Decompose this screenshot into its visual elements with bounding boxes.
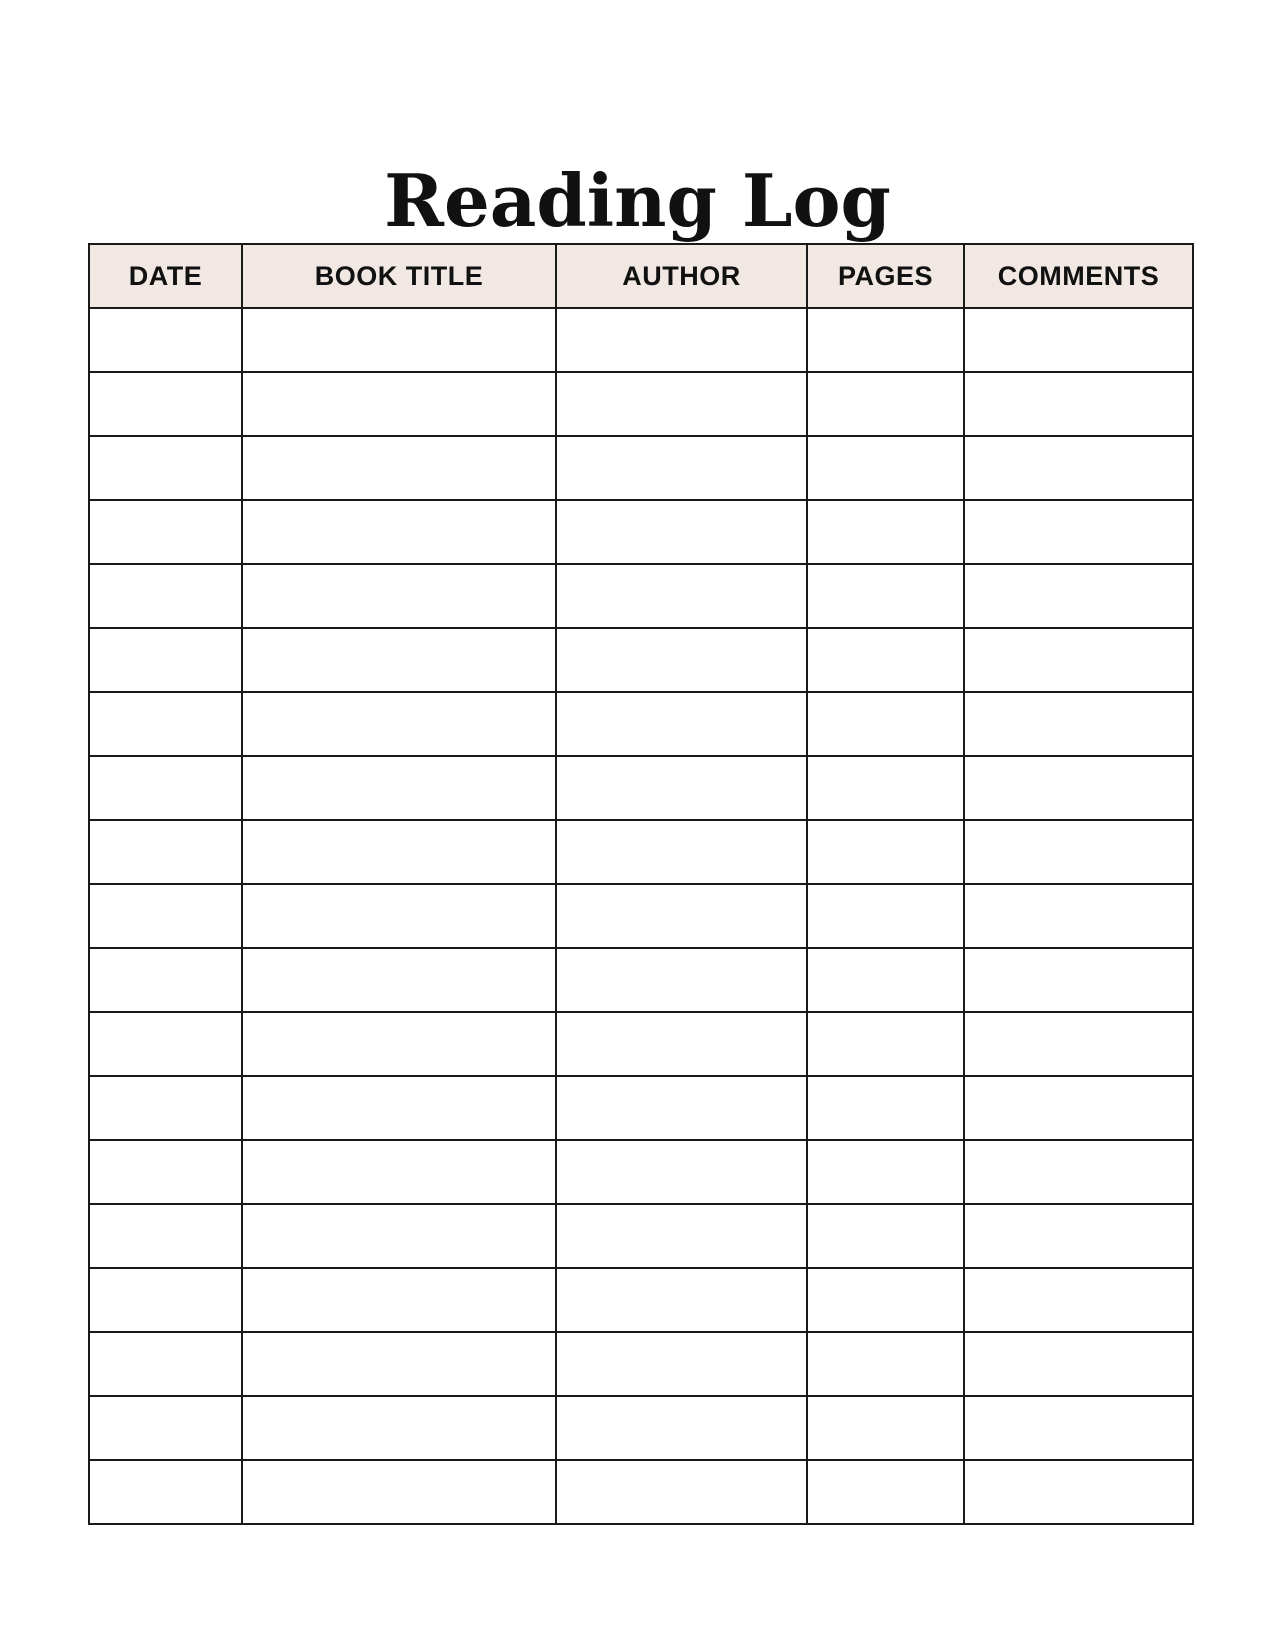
pages-cell[interactable]: [807, 692, 964, 756]
pages-cell[interactable]: [807, 884, 964, 948]
author-cell[interactable]: [556, 372, 807, 436]
pages-cell[interactable]: [807, 1460, 964, 1524]
book-title-cell[interactable]: [242, 820, 556, 884]
table-body: [89, 308, 1193, 1524]
page-title: Reading Log: [384, 158, 891, 244]
column-header-pages: PAGES: [807, 244, 964, 308]
table-row: [89, 756, 1193, 820]
author-cell[interactable]: [556, 1204, 807, 1268]
author-cell[interactable]: [556, 628, 807, 692]
header-row: [89, 244, 1193, 308]
book-title-cell[interactable]: [242, 692, 556, 756]
comments-cell[interactable]: [964, 1268, 1193, 1332]
table-row: [89, 436, 1193, 500]
date-cell[interactable]: [89, 372, 242, 436]
book-title-cell[interactable]: [242, 564, 556, 628]
date-cell[interactable]: [89, 308, 242, 372]
date-cell[interactable]: [89, 1268, 242, 1332]
author-cell[interactable]: [556, 756, 807, 820]
book-title-cell[interactable]: [242, 1396, 556, 1460]
table-row: [89, 1396, 1193, 1460]
date-cell[interactable]: [89, 1204, 242, 1268]
book-title-cell[interactable]: [242, 1332, 556, 1396]
comments-cell[interactable]: [964, 308, 1193, 372]
book-title-cell[interactable]: [242, 1012, 556, 1076]
book-title-cell[interactable]: [242, 372, 556, 436]
column-header-comments: COMMENTS: [964, 244, 1193, 308]
table-row: [89, 628, 1193, 692]
comments-cell[interactable]: [964, 1012, 1193, 1076]
author-cell[interactable]: [556, 436, 807, 500]
date-cell[interactable]: [89, 1076, 242, 1140]
author-cell[interactable]: [556, 308, 807, 372]
table-row: [89, 1012, 1193, 1076]
author-cell[interactable]: [556, 692, 807, 756]
pages-cell[interactable]: [807, 1268, 964, 1332]
pages-cell[interactable]: [807, 1012, 964, 1076]
pages-cell[interactable]: [807, 628, 964, 692]
pages-cell[interactable]: [807, 372, 964, 436]
date-cell[interactable]: [89, 564, 242, 628]
date-cell[interactable]: [89, 1012, 242, 1076]
date-cell[interactable]: [89, 1140, 242, 1204]
pages-cell[interactable]: [807, 436, 964, 500]
comments-cell[interactable]: [964, 564, 1193, 628]
author-cell[interactable]: [556, 1012, 807, 1076]
table-row: [89, 884, 1193, 948]
comments-cell[interactable]: [964, 884, 1193, 948]
book-title-cell[interactable]: [242, 1140, 556, 1204]
pages-cell[interactable]: [807, 820, 964, 884]
comments-cell[interactable]: [964, 1332, 1193, 1396]
book-title-cell[interactable]: [242, 1268, 556, 1332]
author-cell[interactable]: [556, 564, 807, 628]
table-row: [89, 1076, 1193, 1140]
column-header-book-title: BOOK TITLE: [242, 244, 556, 308]
pages-cell[interactable]: [807, 1396, 964, 1460]
author-cell[interactable]: [556, 884, 807, 948]
book-title-cell[interactable]: [242, 1204, 556, 1268]
date-cell[interactable]: [89, 500, 242, 564]
pages-cell[interactable]: [807, 1076, 964, 1140]
date-cell[interactable]: [89, 948, 242, 1012]
table-row: [89, 1332, 1193, 1396]
date-cell[interactable]: [89, 628, 242, 692]
date-cell[interactable]: [89, 692, 242, 756]
pages-cell[interactable]: [807, 756, 964, 820]
table-row: [89, 564, 1193, 628]
author-cell[interactable]: [556, 1076, 807, 1140]
book-title-cell[interactable]: [242, 756, 556, 820]
comments-cell[interactable]: [964, 820, 1193, 884]
date-cell[interactable]: [89, 820, 242, 884]
comments-cell[interactable]: [964, 436, 1193, 500]
author-cell[interactable]: [556, 948, 807, 1012]
date-cell[interactable]: [89, 884, 242, 948]
book-title-cell[interactable]: [242, 1076, 556, 1140]
comments-cell[interactable]: [964, 372, 1193, 436]
pages-cell[interactable]: [807, 948, 964, 1012]
pages-cell[interactable]: [807, 1332, 964, 1396]
author-cell[interactable]: [556, 1268, 807, 1332]
date-cell[interactable]: [89, 756, 242, 820]
book-title-cell[interactable]: [242, 308, 556, 372]
date-cell[interactable]: [89, 1332, 242, 1396]
pages-cell[interactable]: [807, 308, 964, 372]
table-row: [89, 820, 1193, 884]
book-title-cell[interactable]: [242, 884, 556, 948]
author-cell[interactable]: [556, 1396, 807, 1460]
book-title-cell[interactable]: [242, 628, 556, 692]
comments-cell[interactable]: [964, 692, 1193, 756]
table-row: [89, 372, 1193, 436]
date-cell[interactable]: [89, 1460, 242, 1524]
comments-cell[interactable]: [964, 1396, 1193, 1460]
table-row: [89, 692, 1193, 756]
column-header-author: AUTHOR: [556, 244, 807, 308]
pages-cell[interactable]: [807, 1204, 964, 1268]
book-title-cell[interactable]: [242, 948, 556, 1012]
table-row: [89, 948, 1193, 1012]
table-row: [89, 1268, 1193, 1332]
pages-cell[interactable]: [807, 1140, 964, 1204]
date-cell[interactable]: [89, 436, 242, 500]
author-cell[interactable]: [556, 1460, 807, 1524]
reading-log-table: [88, 243, 1194, 1525]
table-row: [89, 500, 1193, 564]
comments-cell[interactable]: [964, 1460, 1193, 1524]
author-cell[interactable]: [556, 1332, 807, 1396]
pages-cell[interactable]: [807, 500, 964, 564]
comments-cell[interactable]: [964, 1140, 1193, 1204]
comments-cell[interactable]: [964, 756, 1193, 820]
date-cell[interactable]: [89, 1396, 242, 1460]
table-row: [89, 308, 1193, 372]
table-row: [89, 1204, 1193, 1268]
table-row: [89, 1460, 1193, 1524]
pages-cell[interactable]: [807, 564, 964, 628]
book-title-cell[interactable]: [242, 1460, 556, 1524]
table-row: [89, 1140, 1193, 1204]
author-cell[interactable]: [556, 820, 807, 884]
comments-cell[interactable]: [964, 500, 1193, 564]
comments-cell[interactable]: [964, 628, 1193, 692]
book-title-cell[interactable]: [242, 436, 556, 500]
comments-cell[interactable]: [964, 1076, 1193, 1140]
column-header-date: DATE: [89, 244, 242, 308]
comments-cell[interactable]: [964, 948, 1193, 1012]
book-title-cell[interactable]: [242, 500, 556, 564]
author-cell[interactable]: [556, 500, 807, 564]
comments-cell[interactable]: [964, 1204, 1193, 1268]
author-cell[interactable]: [556, 1140, 807, 1204]
